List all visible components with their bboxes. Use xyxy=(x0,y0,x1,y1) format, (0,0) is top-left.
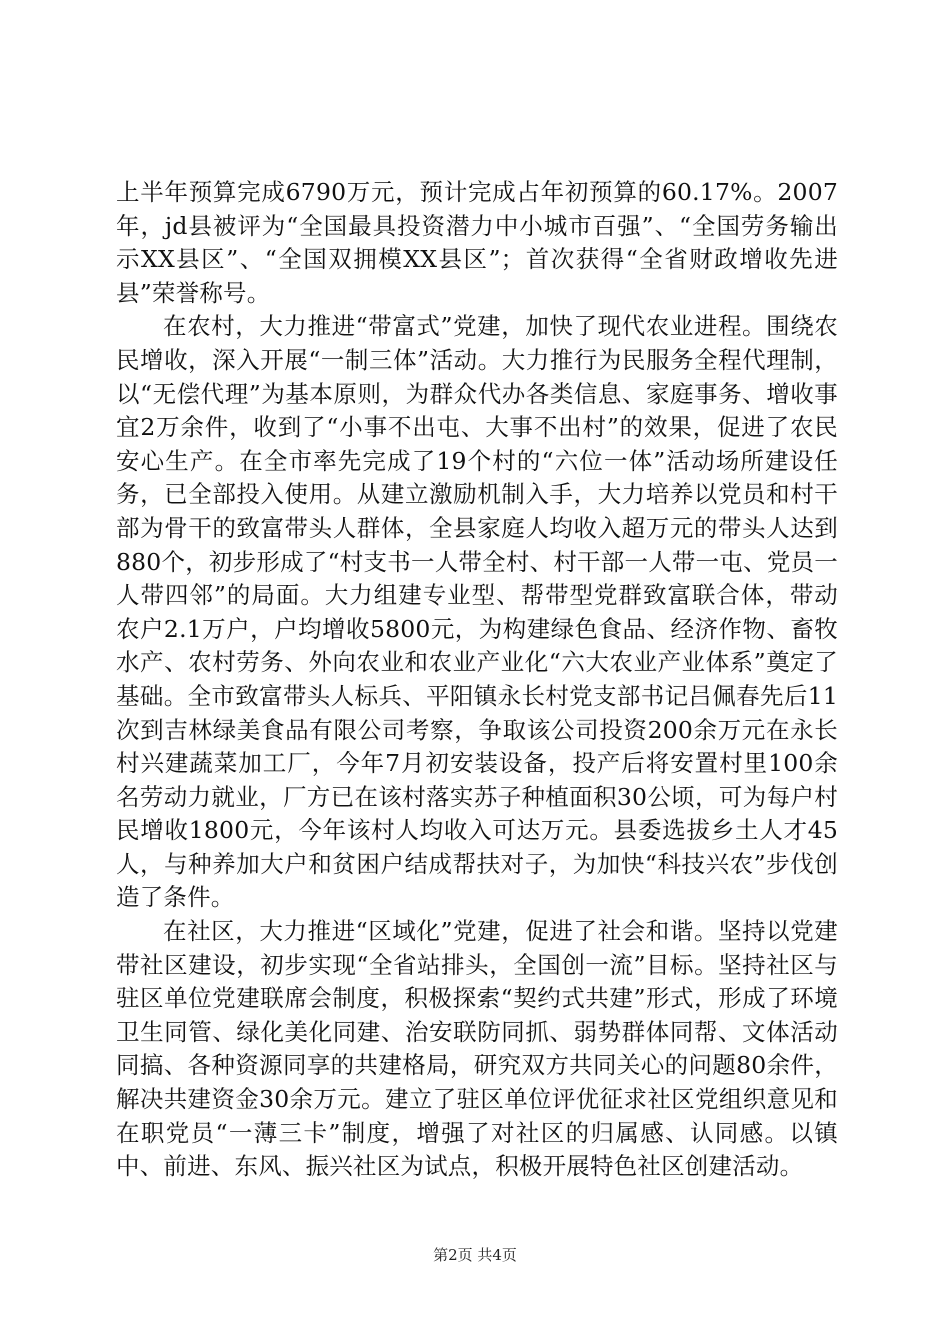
paragraph-2: 在农村，大力推进“带富式”党建，加快了现代农业进程。围绕农民增收，深入开展“一制三体”活动。大力推行为民服务全程代理制，以“无偿代理”为基本原则，为群众代办各类信息、家庭事务、增收事宜2万余件，收到了“小事不出屯、大事不出村”的效果，促进了农民安心生产。在全市率先完成了19个村的“六位一体”活动场所建设任务，已全部投入使用。从建立激励机制入手，大力培养以党员和村干部为骨干的致富带头人群体，全县家庭人均收入超万元的带头人达到880个，初步形成了“村支书一人带全村、村干部一人带一屯、党员一人带四邻”的局面。大力组建专业型、帮带型党群致富联合体，带动农户2.1万户，户均增收5800元，为构建绿色食品、经济作物、畜牧水产、农村劳务、外向农业和农业产业化“六大农业产业体系”奠定了基础。全市致富带头人标兵、平阳镇永长村党支部书记吕佩春先后11次到吉林绿美食品有限公司考察，争取该公司投资200余万元在永长村兴建蔬菜加工厂，今年7月初安装设备，投产后将安置村里100余名劳动力就业，厂方已在该村落实苏子种植面积30公顷，可为每户村民增收1800元，今年该村人均收入可达万元。县委选拔乡土人才45人，与种养加大户和贫困户结成帮扶对子，为加快“科技兴农”步伐创造了条件。 xyxy=(116,312,838,912)
paragraph-1: 上半年预算完成6790万元，预计完成占年初预算的60.17%。2007年，jd县被评为“全国最具投资潜力中小城市百强”、“全国劳务输出示XX县区”、“全国双拥模XX县区”；首次获得“全省财政增收先进县”荣誉称号。 xyxy=(116,178,838,307)
paragraph-3: 在社区，大力推进“区域化”党建，促进了社会和谐。坚持以党建带社区建设，初步实现“全省站排头，全国创一流”目标。坚持社区与驻区单位党建联席会制度，积极探索“契约式共建”形式，形成了环境卫生同管、绿化美化同建、治安联防同抓、弱势群体同帮、文体活动同搞、各种资源同享的共建格局，研究双方共同关心的问题80余件，解决共建资金30余万元。建立了驻区单位评优征求社区党组织意见和在职党员“一薄三卡”制度，增强了对社区的归属感、认同感。以镇中、前进、东风、振兴社区为试点，积极开展特色社区创建活动。 xyxy=(116,917,838,1181)
page-number-footer: 第2页 共4页 xyxy=(433,1246,517,1264)
document-body xyxy=(116,176,838,1184)
